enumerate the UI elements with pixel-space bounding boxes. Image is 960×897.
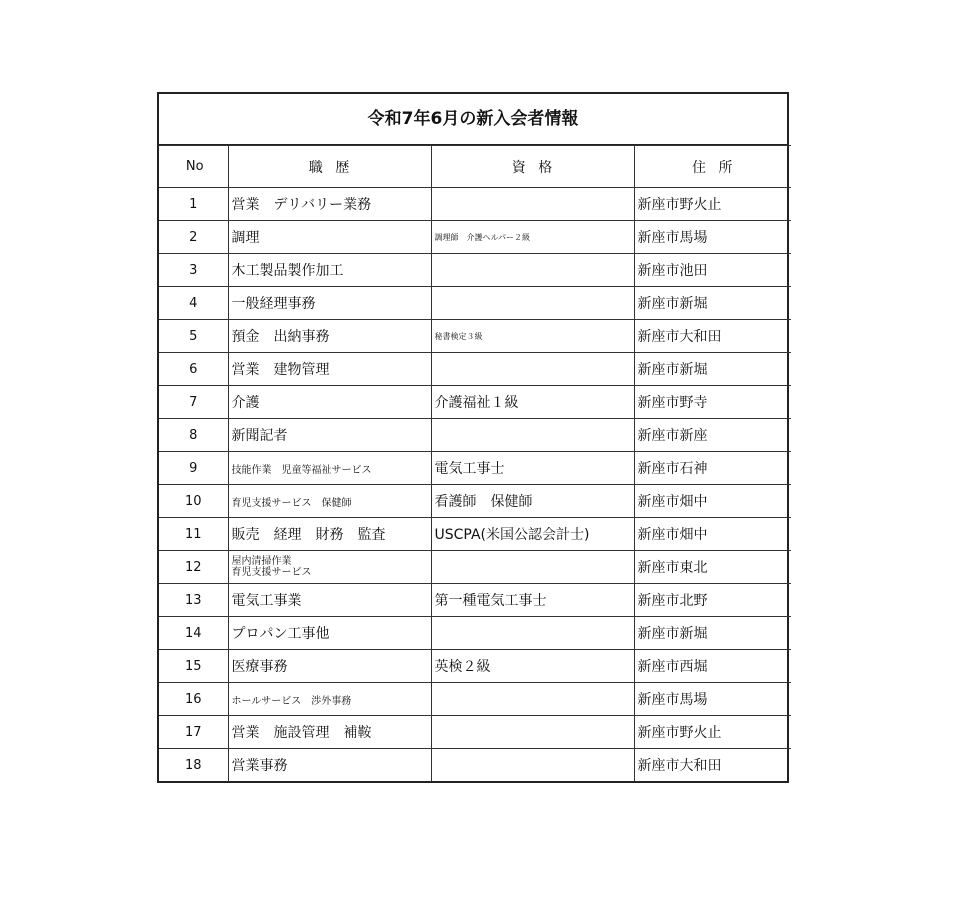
- row-career: ホールサービス 渉外事務: [228, 683, 431, 716]
- table-row: [159, 584, 791, 617]
- table-row: [159, 650, 791, 683]
- row-no: 10: [159, 485, 228, 518]
- row-no: 13: [159, 584, 228, 617]
- row-career: 木工製品製作加工: [228, 254, 431, 287]
- table-row: [159, 287, 791, 320]
- row-address: 新座市野寺: [634, 386, 791, 419]
- row-no: 17: [159, 716, 228, 749]
- row-qualification: [431, 419, 634, 452]
- table-row: [159, 353, 791, 386]
- table-row: [159, 386, 791, 419]
- row-address: 新座市新堀: [634, 617, 791, 650]
- row-address: 新座市馬場: [634, 683, 791, 716]
- row-no: 12: [159, 551, 228, 584]
- row-career: 預金 出納事務: [228, 320, 431, 353]
- row-qualification: USCPA(米国公認会計士): [431, 518, 634, 551]
- table-row: [159, 419, 791, 452]
- row-qualification: [431, 617, 634, 650]
- row-qualification: 英検２級: [431, 650, 634, 683]
- table-row: [159, 452, 791, 485]
- table-row: [159, 716, 791, 749]
- header-career: 職 歴: [228, 146, 431, 188]
- table-row: [159, 749, 791, 782]
- table-header-row: [159, 146, 791, 188]
- row-career: 医療事務: [228, 650, 431, 683]
- row-address: 新座市池田: [634, 254, 791, 287]
- row-address: 新座市西堀: [634, 650, 791, 683]
- row-qualification: [431, 353, 634, 386]
- row-career: 一般経理事務: [228, 287, 431, 320]
- table-row: [159, 518, 791, 551]
- row-no: 1: [159, 188, 228, 221]
- row-career: 育児支援サービス 保健師: [228, 485, 431, 518]
- row-qualification: 第一種電気工事士: [431, 584, 634, 617]
- row-career-line: 屋内清掃作業: [231, 556, 292, 567]
- row-qualification: [431, 188, 634, 221]
- row-address: 新座市野火止: [634, 716, 791, 749]
- row-qualification: 調理師 介護ヘルパー２級: [431, 221, 634, 254]
- row-no: 9: [159, 452, 228, 485]
- row-address: 新座市畑中: [634, 518, 791, 551]
- row-qualification: [431, 716, 634, 749]
- table-row: [159, 221, 791, 254]
- row-no: 8: [159, 419, 228, 452]
- table-row: [159, 551, 791, 584]
- header-address: 住 所: [634, 146, 791, 188]
- row-no: 3: [159, 254, 228, 287]
- row-qualification: 秘書検定３級: [431, 320, 634, 353]
- row-address: 新座市馬場: [634, 221, 791, 254]
- row-qualification: 電気工事士: [431, 452, 634, 485]
- row-address: 新座市大和田: [634, 320, 791, 353]
- row-address: 新座市東北: [634, 551, 791, 584]
- row-career: 販売 経理 財務 監査: [228, 518, 431, 551]
- row-no: 2: [159, 221, 228, 254]
- member-info-document: [157, 92, 789, 783]
- table-row: [159, 617, 791, 650]
- row-qualification: [431, 551, 634, 584]
- row-career: 新聞記者: [228, 419, 431, 452]
- row-qualification: 看護師 保健師: [431, 485, 634, 518]
- row-career: 営業 施設管理 補鞍: [228, 716, 431, 749]
- row-career: 営業事務: [228, 749, 431, 782]
- row-career: 電気工事業: [228, 584, 431, 617]
- header-no: No: [159, 146, 228, 188]
- row-no: 6: [159, 353, 228, 386]
- row-no: 11: [159, 518, 228, 551]
- row-career: 営業 デリバリー業務: [228, 188, 431, 221]
- row-no: 16: [159, 683, 228, 716]
- row-address: 新座市新堀: [634, 287, 791, 320]
- row-address: 新座市大和田: [634, 749, 791, 782]
- row-qualification: [431, 749, 634, 782]
- row-address: 新座市新堀: [634, 353, 791, 386]
- row-qualification: [431, 254, 634, 287]
- row-career: [228, 551, 431, 584]
- row-career-line: 育児支援サービス: [231, 567, 312, 578]
- row-no: 5: [159, 320, 228, 353]
- table-row: [159, 254, 791, 287]
- row-address: 新座市畑中: [634, 485, 791, 518]
- row-no: 14: [159, 617, 228, 650]
- row-qualification: [431, 683, 634, 716]
- row-no: 7: [159, 386, 228, 419]
- row-address: 新座市野火止: [634, 188, 791, 221]
- row-career: 営業 建物管理: [228, 353, 431, 386]
- row-career: 調理: [228, 221, 431, 254]
- row-no: 15: [159, 650, 228, 683]
- document-title: 令和7年6月の新入会者情報: [159, 94, 787, 145]
- row-career: 技能作業 児童等福祉サービス: [228, 452, 431, 485]
- table-row: [159, 683, 791, 716]
- table-row: [159, 320, 791, 353]
- row-career: 介護: [228, 386, 431, 419]
- row-address: 新座市北野: [634, 584, 791, 617]
- row-no: 18: [159, 749, 228, 782]
- member-table: [159, 145, 791, 781]
- row-address: 新座市石神: [634, 452, 791, 485]
- row-career: プロパン工事他: [228, 617, 431, 650]
- row-qualification: [431, 287, 634, 320]
- table-row: [159, 188, 791, 221]
- row-qualification: 介護福祉１級: [431, 386, 634, 419]
- row-no: 4: [159, 287, 228, 320]
- header-qualification: 資 格: [431, 146, 634, 188]
- table-row: [159, 485, 791, 518]
- row-address: 新座市新座: [634, 419, 791, 452]
